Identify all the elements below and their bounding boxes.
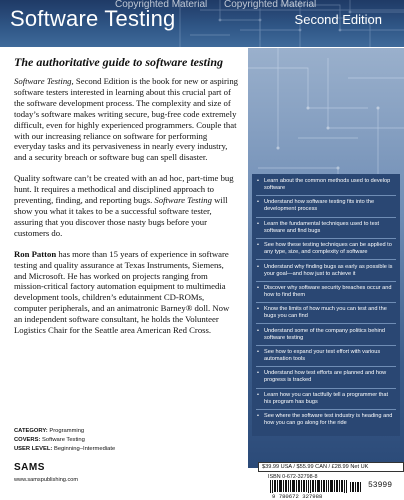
user-level-value: Beginning–Intermediate [53,445,116,452]
feature-item: • See how these testing techniques can be applied to any type, size, and complexity of software [256,242,396,260]
description-column [14,76,238,346]
user-level-label: USER LEVEL: [14,445,53,452]
watermark-left: Copyrighted Material [115,0,208,10]
feature-item: • See where the software test industry is heading and how you can go along for the ride [256,413,396,430]
author-name: Ron Patton [14,248,57,259]
category-row [14,427,244,436]
book-metadata [14,427,244,453]
approach-book-title: Software Testing [154,195,212,206]
approach-text-start: Quality software can’t be created with an ad hoc, part-time bug hunt. It requires a methodical and disciplined approach to preventing, finding, and reporting bugs. [14,173,234,206]
barcode-icon [270,480,362,493]
ean-number: 9 780672 327988 [272,493,323,500]
intro-text: , Second Edition is the book for new or aspiring software testers interested in learning about this crucial part of the software development process. The complexity and size of today’s software makes writing secure, bug-free code extremely difficult, even for highly experienced programmers. Couple that with our increasing reliance on software for performing everyday tasks and its pervasiveness in nearly every industry, and a security breach or software bug can spell disaster. [14,76,239,163]
price-line: $39.99 USA / $55.99 CAN / £28.99 Net UK [258,462,404,472]
feature-item: • Understand how test efforts are planned and how progress is tracked [256,370,396,388]
publisher-url: www.samspublishing.com [14,477,79,483]
tagline: The authoritative guide to software testing [14,55,224,69]
approach-paragraph [14,173,238,238]
category-value: Programming [49,428,85,434]
feature-item: • Understand why finding bugs as early as possible is your goal—and how just to achieve it [256,264,396,282]
feature-item: • Understand how software testing fits into the development process [256,199,396,217]
user-level-row [14,445,244,454]
category-label: CATEGORY: [14,428,48,434]
author-bio-text: has more than 15 years of experience in software testing and quality assurance at Texas Instruments, Siemens, and Microsoft. He has worked on projects ranging from mission-critical factory automation equipment to multimedia development tools, children’s edutainment CD-ROMs, computer peripherals, and an animatronic Barney® doll. Now an independent software consultant, he holds the Volunteer Logistics Chair for the Seattle area American Red Cross. [14,248,230,336]
book-title: Software Testing [10,6,176,31]
approach-text-end: will show you what it takes to be a successful software tester, assuring that you discover those nasty bugs before your customers do. [14,195,228,238]
feature-item: • Learn the fundamental techniques used to test software and find bugs [256,221,396,239]
feature-item: • Understand some of the company politics behind software testing [256,328,396,346]
isbn-number: ISBN 0-672-32798-8 [268,474,318,480]
covers-row [14,436,244,445]
publisher-logo: SAMS [14,462,45,473]
edition-label: Second Edition [294,12,382,27]
intro-paragraph [14,76,238,163]
covers-label: COVERS: [14,436,41,443]
feature-item: • Know the limits of how much you can test and the bugs you can find [256,306,396,324]
cover-header [0,0,404,47]
price-code: 53999 [367,481,392,490]
barcode-area [258,474,404,500]
covers-value: Software Testing [42,436,85,443]
feature-item: • See how to expand your test effort with various automation tools [256,349,396,367]
intro-book-title: Software Testing [14,76,72,86]
watermark-right: Copyrighted Material [224,0,317,10]
feature-item: • Learn about the common methods used to develop software [256,178,396,196]
feature-item: • Learn how you can tactfully tell a programmer that his program has bugs [256,392,396,410]
author-bio [14,249,238,336]
feature-list [252,174,400,436]
feature-item: • Discover why software security breaches occur and how to find them [256,285,396,303]
